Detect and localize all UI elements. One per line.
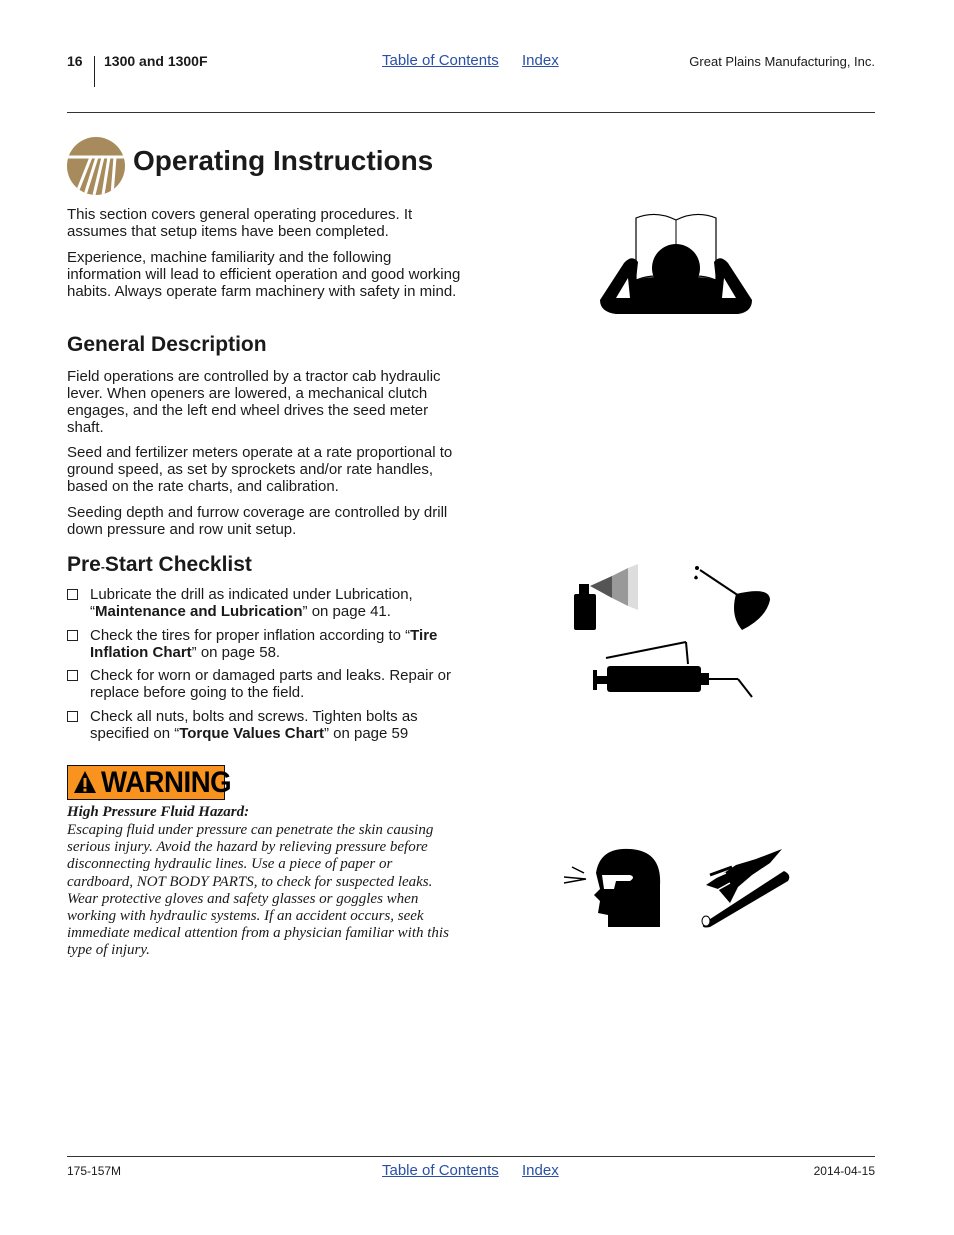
page-title: Operating Instructions — [133, 145, 434, 176]
protective-equipment-icon — [560, 845, 795, 930]
footer-rule — [67, 1156, 875, 1157]
header-divider — [94, 56, 95, 87]
footer-table-of-contents-link[interactable]: Table of Contents — [382, 1162, 499, 1179]
warning-body: Escaping fluid under pressure can penetrate the skin causing serious injury. Avoid the hazard by relieving pressure before disconnecting hydraulic lines. Use a piece of paper or cardboard, NOT BODY PARTS, to check for suspected leaks. Wear protective gloves and safety glasses or goggles when working with hydraulic systems. If an accident occurs, seek immediate medical attention from a physician familiar with this type of injury. — [67, 822, 449, 959]
footer-index-link[interactable]: Index — [522, 1162, 559, 1179]
header-index-link[interactable]: Index — [522, 52, 559, 69]
publication-date: 2014-04-15 — [813, 1164, 875, 1178]
great-plains-logo-icon — [67, 137, 125, 195]
general-description-heading: General Description — [67, 333, 267, 356]
checklist-item: Check all nuts, bolts and screws. Tighten bolts as specified on “Torque Values Chart” on page 59 — [67, 708, 462, 742]
general-paragraph-2: Seed and fertilizer meters operate at a rate proportional to ground speed, as set by sprockets and/or rate handles, based on the rate charts, and calibration. — [67, 444, 453, 495]
checklist-item: Check for worn or damaged parts and leaks. Repair or replace before going to the field. — [67, 667, 462, 701]
page-number: 16 — [67, 53, 83, 69]
header-table-of-contents-link[interactable]: Table of Contents — [382, 52, 499, 69]
lubrication-tools-icon — [560, 560, 775, 705]
checkbox-icon — [67, 630, 78, 641]
cross-reference: Tire Inflation Chart — [90, 627, 438, 661]
intro-paragraph-1: This section covers general operating procedures. It assumes that setup items have been completed. — [67, 206, 413, 240]
checkbox-icon — [67, 711, 78, 722]
read-manual-icon — [598, 208, 756, 320]
cross-reference: Torque Values Chart — [179, 725, 324, 742]
checkbox-icon — [67, 670, 78, 681]
model-name: 1300 and 1300F — [104, 53, 208, 69]
checklist-item: Check the tires for proper inflation according to “Tire Inflation Chart” on page 58. — [67, 627, 462, 661]
general-paragraph-1: Field operations are controlled by a tractor cab hydraulic lever. When openers are lowered, a mechanical clutch engages, and the left end wheel drives the seed meter shaft. — [67, 368, 441, 436]
warning-word: WARNING — [101, 766, 232, 799]
pre-start-checklist-heading: Pre-Start Checklist — [67, 553, 252, 576]
warning-triangle-icon — [73, 770, 97, 794]
header-rule — [67, 112, 875, 113]
checklist-item: Lubricate the drill as indicated under Lubrication, “Maintenance and Lubrication” on page 41. — [67, 586, 462, 620]
checkbox-icon — [67, 589, 78, 600]
document-number: 175-157M — [67, 1164, 122, 1178]
warning-label — [67, 765, 232, 800]
cross-reference: Maintenance and Lubrication — [95, 603, 303, 620]
warning-heading: High Pressure Fluid Hazard: — [67, 804, 250, 820]
general-paragraph-3: Seeding depth and furrow coverage are controlled by drill down pressure and row unit setup. — [67, 504, 448, 538]
company-name: Great Plains Manufacturing, Inc. — [689, 54, 875, 69]
intro-paragraph-2: Experience, machine familiarity and the following information will lead to efficient operation and good working habits. Always operate farm machinery with safety in mind. — [67, 249, 461, 300]
